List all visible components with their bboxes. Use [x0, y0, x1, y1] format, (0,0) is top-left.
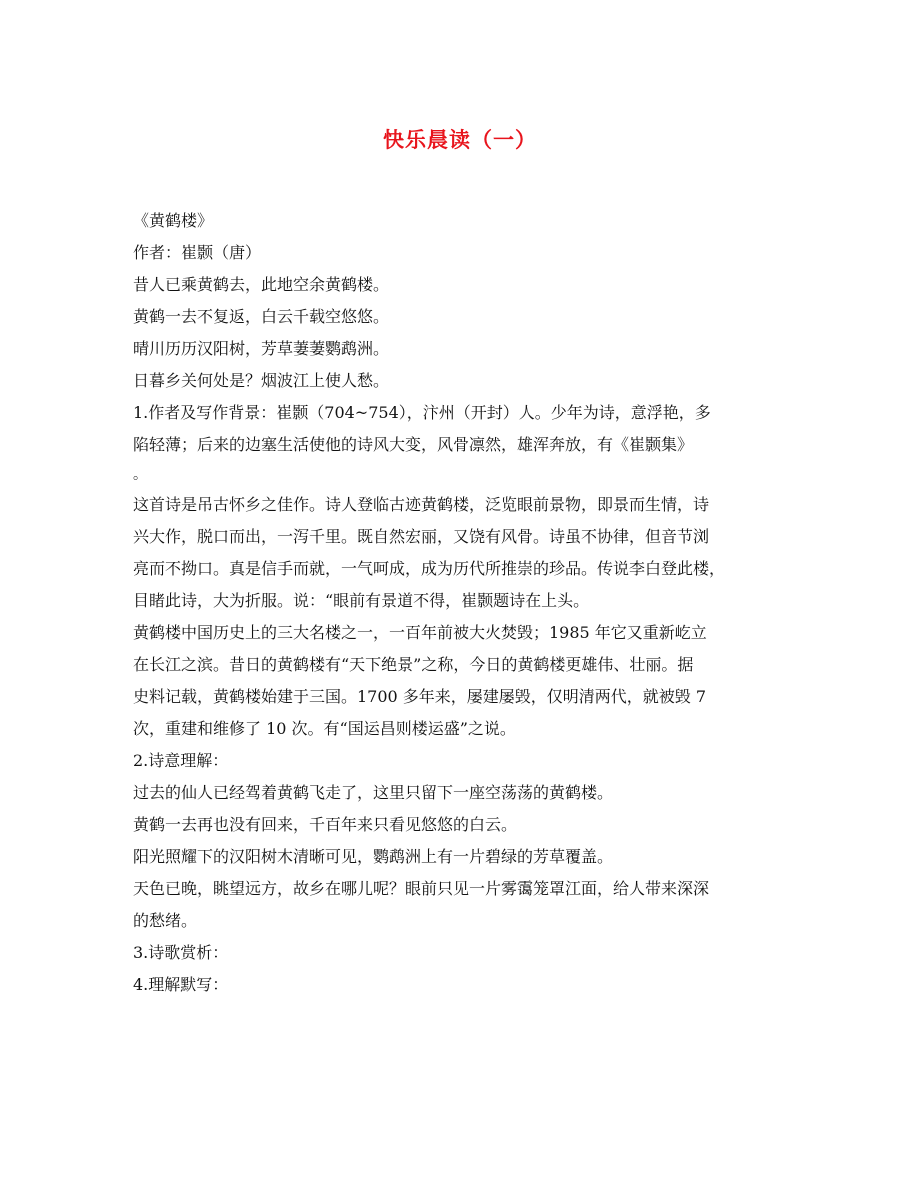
poem-verse: 日暮乡关何处是？烟波江上使人愁。	[133, 371, 390, 390]
commentary-line: 目睹此诗，大为折服。说：“眼前有景道不得，崔颢题诗在上头。	[133, 591, 590, 610]
meaning-line: 黄鹤一去再也没有回来，千百年来只看见悠悠的白云。	[133, 815, 518, 834]
section-heading-dictation: 4.理解默写：	[133, 975, 229, 994]
background-line: 1.作者及写作背景：崔颢（704~754），汴州（开封）人。少年为诗，意浮艳，多	[133, 403, 711, 422]
meaning-line: 的愁绪。	[133, 911, 198, 930]
poem-verse: 昔人已乘黄鹤去，此地空余黄鹤楼。	[133, 275, 390, 294]
poem-verse: 晴川历历汉阳树，芳草萋萋鹦鹉洲。	[133, 339, 390, 358]
background-line: 。	[133, 467, 147, 483]
poem-verse: 黄鹤一去不复返，白云千载空悠悠。	[133, 307, 390, 326]
meaning-line: 阳光照耀下的汉阳树木清晰可见，鹦鹉洲上有一片碧绿的芳草覆盖。	[133, 847, 614, 866]
commentary-line: 亮而不拗口。真是信手而就，一气呵成，成为历代所推崇的珍品。传说李白登此楼，	[133, 559, 726, 578]
section-heading-appreciation: 3.诗歌赏析：	[133, 943, 229, 962]
page-title: 快乐晨读（一）	[383, 128, 537, 152]
history-line: 黄鹤楼中国历史上的三大名楼之一，一百年前被大火焚毁；1985 年它又重新屹立	[133, 623, 707, 642]
meaning-line: 过去的仙人已经驾着黄鹤飞走了，这里只留下一座空荡荡的黄鹤楼。	[133, 783, 614, 802]
background-line: 陷轻薄；后来的边塞生活使他的诗风大变，风骨凛然，雄浑奔放，有《崔颢集》	[133, 435, 694, 454]
history-line: 史料记载，黄鹤楼始建于三国。1700 多年来，屡建屡毁，仅明清两代，就被毁 7	[133, 687, 707, 706]
commentary-line: 这首诗是吊古怀乡之佳作。诗人登临古迹黄鹤楼，泛览眼前景物，即景而生情，诗	[133, 495, 710, 514]
commentary-line: 兴大作，脱口而出，一泻千里。既自然宏丽，又饶有风骨。诗虽不协律，但音节浏	[133, 527, 710, 546]
document-body	[133, 205, 793, 1001]
meaning-line: 天色已晚，眺望远方，故乡在哪儿呢？眼前只见一片雾霭笼罩江面，给人带来深深	[133, 879, 710, 898]
history-line: 在长江之滨。昔日的黄鹤楼有“天下绝景”之称，今日的黄鹤楼更雄伟、壮丽。据	[133, 655, 694, 674]
poem-author: 作者：崔颢（唐）	[133, 243, 262, 262]
history-line: 次，重建和维修了 10 次。有“国运昌则楼运盛”之说。	[133, 719, 516, 738]
poem-title: 《黄鹤楼》	[133, 211, 214, 230]
section-heading-meaning: 2.诗意理解：	[133, 751, 229, 770]
